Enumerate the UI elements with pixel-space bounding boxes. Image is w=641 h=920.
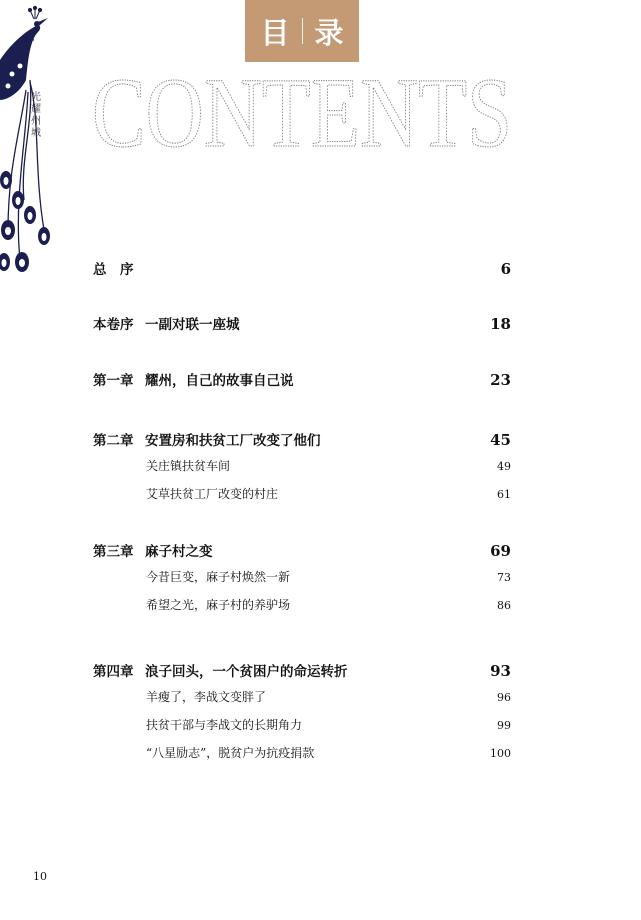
volume-preface-page: 18 — [490, 315, 511, 333]
toc-entry-section[interactable] — [93, 457, 511, 474]
peacock-illustration — [0, 0, 62, 280]
chapter-label: 第一章 — [93, 373, 134, 389]
toc-entry-section[interactable] — [93, 744, 511, 761]
vertical-caption: 光耀州城 — [31, 92, 41, 139]
chapter-title: 耀州，自己的故事自己说 — [145, 373, 294, 389]
page-number: 10 — [33, 870, 47, 883]
toc-entry-section[interactable] — [93, 568, 511, 585]
chapter-label: 第四章 — [93, 664, 134, 680]
section-title: “八星励志”，脱贫户为抗疫捐款 — [146, 746, 315, 760]
section-page: 99 — [497, 719, 511, 732]
chapter-title: 安置房和扶贫工厂改变了他们 — [145, 433, 321, 449]
volume-preface-label: 本卷序 — [93, 317, 134, 333]
section-page: 49 — [497, 460, 511, 473]
toc-entry-chapter[interactable] — [93, 540, 511, 560]
chapter-page: 23 — [490, 371, 511, 389]
section-title: 扶贫干部与李战文的长期角力 — [146, 718, 303, 732]
toc-entry-chapter[interactable] — [93, 660, 511, 680]
chapter-title: 浪子回头，一个贫困户的命运转折 — [145, 664, 348, 680]
section-title: 关庄镇扶贫车间 — [146, 459, 231, 473]
title-divider — [302, 18, 303, 44]
preface-page: 6 — [500, 260, 511, 278]
section-page: 73 — [497, 571, 511, 584]
toc-entry-section[interactable] — [93, 688, 511, 705]
toc-entry-section[interactable] — [93, 716, 511, 733]
section-page: 86 — [497, 599, 511, 612]
toc-entry-chapter[interactable] — [93, 369, 511, 389]
chapter-page: 93 — [490, 662, 511, 680]
chapter-label: 第三章 — [93, 544, 134, 560]
section-title: 艾草扶贫工厂改变的村庄 — [146, 487, 279, 501]
toc-entry-preface[interactable] — [93, 258, 511, 278]
chapter-page: 69 — [490, 542, 511, 560]
contents-heading — [88, 57, 516, 168]
toc-title-char: 目 — [260, 15, 290, 50]
chapter-label: 第二章 — [93, 433, 134, 449]
toc-entry-chapter[interactable] — [93, 429, 511, 449]
contents-word: CONTENTS — [92, 57, 512, 168]
section-page: 96 — [497, 691, 511, 704]
section-page: 61 — [497, 488, 511, 501]
toc-entry-section[interactable] — [93, 596, 511, 613]
section-page: 100 — [490, 747, 511, 760]
toc-title-box — [245, 0, 359, 62]
chapter-title: 麻子村之变 — [145, 544, 213, 560]
section-title: 今昔巨变，麻子村焕然一新 — [146, 570, 291, 584]
volume-preface-title: 一副对联一座城 — [145, 317, 240, 333]
section-title: 羊瘦了，李战文变胖了 — [146, 690, 267, 704]
toc-entry-volume-preface[interactable] — [93, 313, 511, 333]
section-title: 希望之光，麻子村的养驴场 — [146, 598, 291, 612]
chapter-page: 45 — [490, 431, 511, 449]
toc-title-char: 录 — [314, 15, 344, 50]
toc-entry-section[interactable] — [93, 485, 511, 502]
preface-label: 总 序 — [93, 262, 134, 278]
